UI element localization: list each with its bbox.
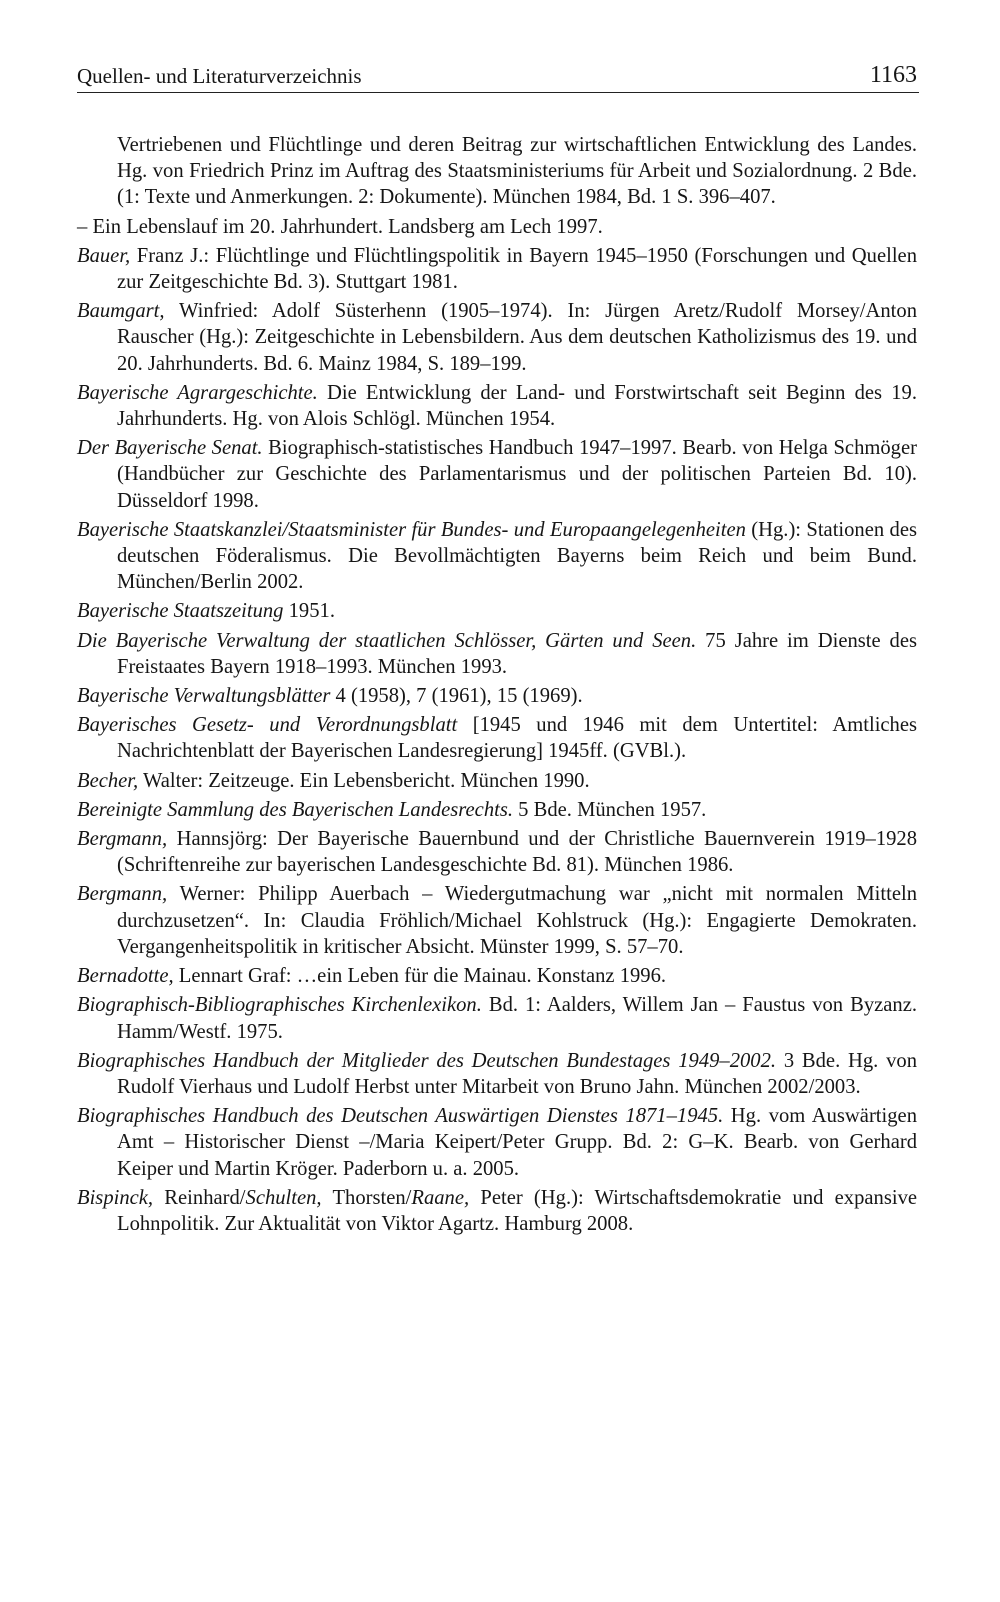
- entry-text: 1951.: [283, 600, 335, 623]
- entry-text: Reinhard/: [153, 1186, 246, 1209]
- entry-text: Werner: Philipp Auerbach – Wiedergutmachung war „nicht mit normalen Mitteln durchzusetzen“. In: Claudia Fröhlich/Michael Kohlstruck (Hg.): Engagierte Demokraten. Vergangenheitspolitik in kritischer Absicht. Münster 1999, S. 57–70.: [117, 883, 917, 958]
- entry-italic-text: Biographisches Handbuch des Deutschen Auswärtigen Dienstes 1871–1945.: [77, 1105, 724, 1128]
- entry-italic-text: Bauer,: [77, 244, 131, 267]
- bibliography-entry: [77, 298, 917, 377]
- bibliography-entry: [77, 598, 917, 624]
- entry-italic-text: Bernadotte,: [77, 965, 174, 988]
- entry-text: Die Entwicklung der Land- und Forstwirtschaft seit Beginn des 19. Jahrhunderts. Hg. von Alois Schlögl. München 1954.: [117, 381, 917, 431]
- bibliography-entry: [77, 683, 917, 709]
- entry-text: Bd. 1: Aalders, Willem Jan – Faustus von Byzanz. Hamm/Westf. 1975.: [117, 994, 917, 1043]
- entry-text: (Hg.): Stationen des deutschen Föderalismus. Die Bevollmächtigten Bayerns beim Reich und beim Bund. München/Berlin 2002.: [117, 518, 917, 594]
- bibliography-entry: [77, 132, 917, 211]
- entry-italic-text: Bayerische Staatskanzlei/Staatsminister für Bundes- und Europaangelegenheiten: [77, 518, 746, 541]
- bibliography-entry: [77, 1185, 917, 1237]
- entry-italic-text: Bergmann,: [77, 828, 168, 851]
- entry-text: Thorsten/: [321, 1186, 412, 1209]
- entry-italic-text: Biographisches Handbuch der Mitglieder des Deutschen Bundestages 1949–2002.: [77, 1049, 777, 1072]
- bibliography-entry: [77, 380, 917, 432]
- bibliography-entry: [77, 881, 917, 960]
- entry-text: Hannsjörg: Der Bayerische Bauernbund und der Christliche Bauernverein 1919–1928 (Schriftenreihe zur bayerischen Landesgeschichte Bd. 81). München 1986.: [117, 828, 917, 877]
- bibliography-entry: [77, 992, 917, 1044]
- entry-italic-text: Bereinigte Sammlung des Bayerischen Landesrechts.: [77, 798, 513, 821]
- bibliography-entry: [77, 435, 917, 514]
- page-number: 1163: [869, 62, 917, 88]
- running-header: [77, 62, 919, 93]
- bibliography-entry: [77, 243, 917, 295]
- entry-text: 75 Jahre im Dienste des Freistaates Bayern 1918–1993. München 1993.: [117, 629, 917, 678]
- entry-italic-text: Bergmann,: [77, 883, 168, 906]
- entry-italic-text: Becher,: [77, 769, 139, 792]
- entry-italic-text: Baumgart,: [77, 300, 165, 323]
- entry-text: Walter: Zeitzeuge. Ein Lebensbericht. München 1990.: [138, 769, 590, 792]
- bibliography-entry: [77, 797, 917, 823]
- entry-italic-text: Bayerische Staatszeitung: [77, 600, 284, 623]
- entry-text: 3 Bde. Hg. von Rudolf Vierhaus und Ludolf Herbst unter Mitarbeit von Bruno Jahn. München 2002/2003.: [117, 1049, 917, 1098]
- bibliography-entry: [77, 214, 917, 240]
- entry-italic-text: Bispinck,: [77, 1186, 154, 1209]
- entry-italic-text: Schulten,: [245, 1186, 322, 1209]
- entry-text: Peter (Hg.): Wirtschaftsdemokratie und expansive Lohnpolitik. Zur Aktualität von Viktor Agartz. Hamburg 2008.: [117, 1186, 918, 1235]
- bibliography-list: [77, 132, 917, 1240]
- entry-text: Biographisch-statistisches Handbuch 1947–1997. Bearb. von Helga Schmöger (Handbücher zur Geschichte des Parlamentarismus und der politischen Parteien Bd. 10). Düsseldorf 1998.: [117, 437, 917, 512]
- bibliography-entry: [77, 963, 917, 989]
- entry-text: Franz J.: Flüchtlinge und Flüchtlingspolitik in Bayern 1945–1950 (Forschungen und Quellen zur Zeitgeschichte Bd. 3). Stuttgart 1981.: [117, 244, 917, 294]
- entry-text: [1945 und 1946 mit dem Untertitel: Amtliches Nachrichtenblatt der Bayerischen Landesregierung] 1945ff. (GVBl.).: [117, 714, 918, 763]
- entry-text: Lennart Graf: …ein Leben für die Mainau. Konstanz 1996.: [173, 965, 667, 988]
- bibliography-entry: [77, 628, 917, 680]
- bibliography-entry: [77, 517, 917, 596]
- bibliography-entry: [77, 712, 917, 764]
- entry-text: 4 (1958), 7 (1961), 15 (1969).: [330, 685, 583, 708]
- entry-text: Vertriebenen und Flüchtlinge und deren Beitrag zur wirtschaftlichen Entwicklung des Landes. Hg. von Friedrich Prinz im Auftrag des Staatsministeriums für Arbeit und Sozialordnung. 2 Bde. (1: Texte und Anmerkungen. 2: Dokumente). München 1984, Bd. 1 S. 396–407.: [117, 134, 917, 209]
- entry-italic-text: Raane,: [411, 1186, 470, 1209]
- entry-text: Hg. vom Auswärtigen Amt – Historischer Dienst –/Maria Keipert/Peter Grupp. Bd. 2: G–K. Bearb. von Gerhard Keiper und Martin Kröger. Paderborn u. a. 2005.: [117, 1105, 917, 1180]
- entry-italic-text: Der Bayerische Senat.: [77, 437, 263, 460]
- bibliography-entry: [77, 768, 917, 794]
- entry-italic-text: Bayerische Verwaltungsblätter: [77, 685, 331, 708]
- entry-text: Winfried: Adolf Süsterhenn (1905–1974). In: Jürgen Aretz/Rudolf Morsey/Anton Rauscher (Hg.): Zeitgeschichte in Lebensbildern. Aus dem deutschen Katholizismus des 19. und 20. Jahrhunderts. Bd. 6. Mainz 1984, S. 189–199.: [117, 300, 917, 375]
- entry-text: – Ein Lebenslauf im 20. Jahrhundert. Landsberg am Lech 1997.: [77, 215, 603, 238]
- header-title: Quellen- und Literaturverzeichnis: [77, 64, 362, 88]
- entry-italic-text: Bayerische Agrargeschichte.: [77, 381, 318, 404]
- entry-italic-text: Bayerisches Gesetz- und Verordnungsblatt: [77, 714, 458, 737]
- bibliography-entry: [77, 1103, 917, 1182]
- entry-italic-text: Biographisch-Bibliographisches Kirchenlexikon.: [77, 994, 482, 1017]
- entry-italic-text: Die Bayerische Verwaltung der staatlichen Schlösser, Gärten und Seen.: [77, 629, 697, 652]
- bibliography-entry: [77, 1048, 917, 1100]
- bibliography-entry: [77, 826, 917, 878]
- entry-text: 5 Bde. München 1957.: [513, 798, 707, 821]
